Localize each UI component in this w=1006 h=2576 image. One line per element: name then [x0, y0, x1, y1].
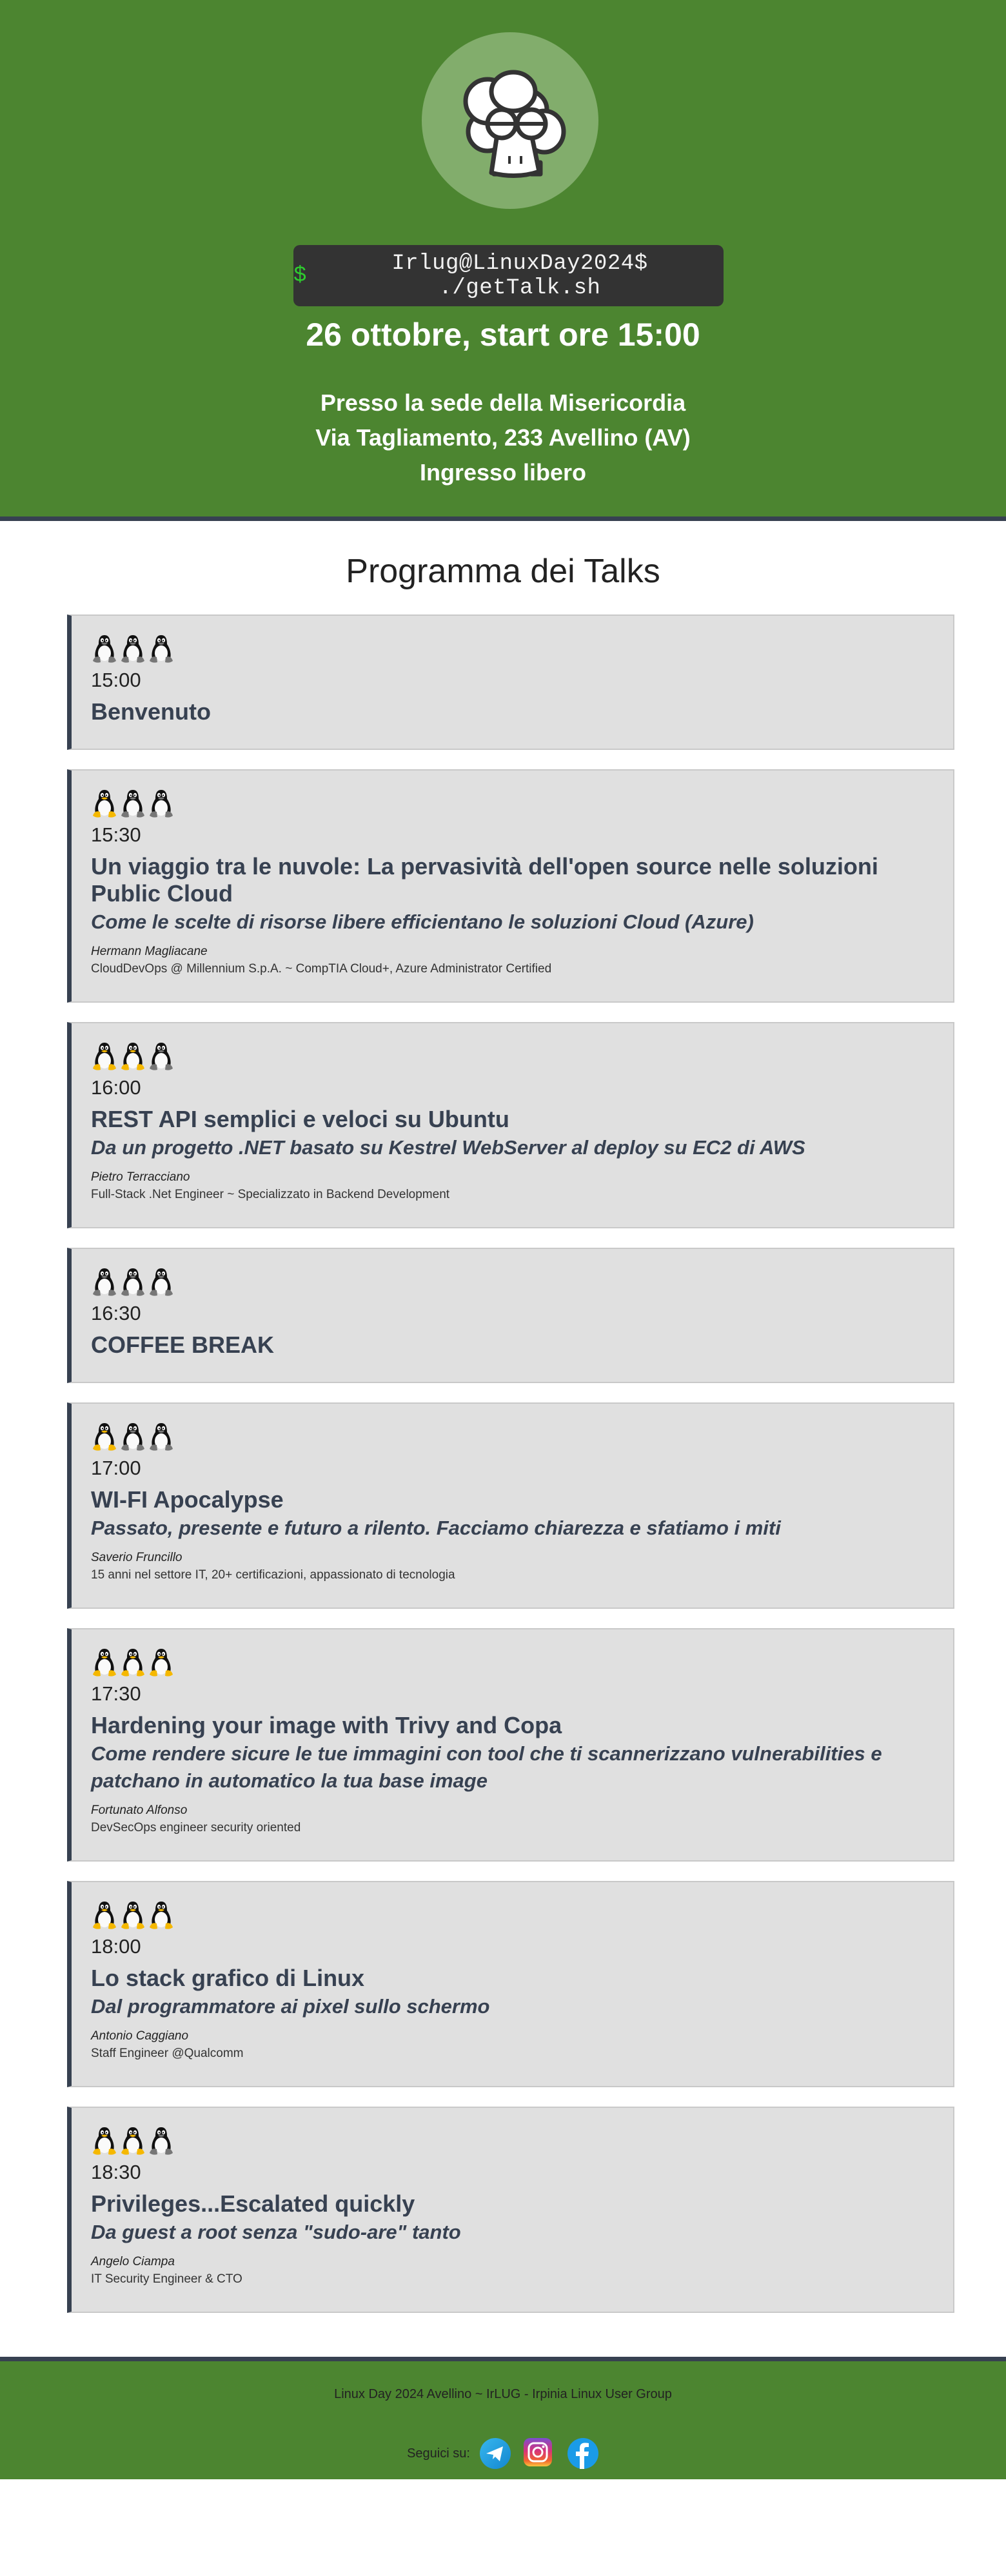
- talk-subtitle: Da un progetto .NET basato su Kestrel WebServer al deploy su EC2 di AWS: [91, 1136, 805, 1159]
- facebook-icon: [567, 2437, 599, 2470]
- tux-penguin-icon: [91, 1422, 118, 1451]
- talk-title: REST API semplici e veloci su Ubuntu: [91, 1106, 509, 1132]
- talk-title: WI-FI Apocalypse: [91, 1486, 284, 1513]
- page-header: [0, 0, 1006, 521]
- talk-time: 17:30: [91, 1682, 141, 1705]
- speaker-role: Full-Stack .Net Engineer ~ Specializzato in Backend Development: [91, 1188, 450, 1201]
- tux-penguin-icon: [119, 1647, 146, 1677]
- follow-label: Seguici su:: [407, 2446, 470, 2461]
- terminal-prompt: $: [293, 263, 307, 288]
- telegram-icon: [479, 2437, 511, 2470]
- section-title: Programma dei Talks: [346, 553, 660, 590]
- talk-time: 16:30: [91, 1302, 141, 1324]
- tux-penguin-icon: [119, 789, 146, 818]
- tux-penguin-icon: [91, 2126, 118, 2156]
- talk-card: [67, 769, 954, 1003]
- tux-penguin-icon: [119, 2126, 146, 2156]
- talk-time: 15:30: [91, 823, 141, 846]
- difficulty-rating: [91, 789, 931, 818]
- difficulty-rating: [91, 634, 931, 664]
- tux-penguin-icon: [148, 634, 175, 664]
- instagram-icon: [523, 2437, 553, 2467]
- tux-penguin-icon: [148, 1041, 175, 1071]
- talk-title: Un viaggio tra le nuvole: La pervasività dell'open source nelle soluzioni Public Cloud: [91, 853, 878, 907]
- tux-penguin-icon: [119, 1900, 146, 1930]
- speaker-role: 15 anni nel settore IT, 20+ certificazioni, appassionato di tecnologia: [91, 1568, 455, 1582]
- talk-card: [67, 1628, 954, 1862]
- instagram-link[interactable]: [523, 2437, 555, 2470]
- page-footer: [0, 2357, 1006, 2479]
- talk-card: [67, 1881, 954, 2087]
- tux-penguin-icon: [119, 1041, 146, 1071]
- talk-card: [67, 2107, 954, 2313]
- sheep-logo-icon: [449, 59, 571, 182]
- tux-penguin-icon: [91, 1041, 118, 1071]
- tux-penguin-icon: [148, 2126, 175, 2156]
- talk-time: 18:30: [91, 2161, 141, 2183]
- talk-card: [67, 1402, 954, 1609]
- tux-penguin-icon: [119, 1422, 146, 1451]
- event-address: [0, 386, 1006, 490]
- speaker-role: Staff Engineer @Qualcomm: [91, 2047, 244, 2060]
- talk-title: Benvenuto: [91, 698, 212, 725]
- address-line-venue: Presso la sede della Misericordia: [320, 389, 686, 416]
- tux-penguin-icon: [119, 634, 146, 664]
- difficulty-rating: [91, 2126, 931, 2156]
- tux-penguin-icon: [91, 1900, 118, 1930]
- speaker-role: DevSecOps engineer security oriented: [91, 1821, 301, 1834]
- tux-penguin-icon: [148, 1422, 175, 1451]
- talk-time: 15:00: [91, 669, 141, 691]
- difficulty-rating: [91, 1041, 931, 1071]
- event-date: 26 ottobre, start ore 15:00: [306, 317, 700, 353]
- tux-penguin-icon: [91, 1267, 118, 1297]
- talk-time: 18:00: [91, 1935, 141, 1958]
- address-line-street: Via Tagliamento, 233 Avellino (AV): [315, 424, 691, 451]
- difficulty-rating: [91, 1422, 931, 1451]
- talk-title: Lo stack grafico di Linux: [91, 1965, 365, 1991]
- talk-time: 16:00: [91, 1076, 141, 1099]
- tux-penguin-icon: [148, 789, 175, 818]
- speaker-name: Saverio Fruncillo: [91, 1551, 182, 1564]
- terminal-command: [293, 245, 724, 306]
- program-section: [0, 521, 1006, 2313]
- address-line-entry: Ingresso libero: [419, 459, 587, 486]
- tux-penguin-icon: [119, 1267, 146, 1297]
- talk-subtitle: Passato, presente e futuro a rilento. Facciamo chiarezza e sfatiamo i miti: [91, 1517, 781, 1539]
- social-links: [0, 2437, 1006, 2470]
- speaker-name: Hermann Magliacane: [91, 945, 208, 958]
- tux-penguin-icon: [91, 789, 118, 818]
- talk-list: [0, 615, 1006, 2313]
- talk-card: [67, 615, 954, 750]
- talk-subtitle: Da guest a root senza "sudo-are" tanto: [91, 2221, 461, 2243]
- talk-subtitle: Come rendere sicure le tue immagini con tool che ti scannerizzano vulnerabilities e patchano in automatico la tua base image: [91, 1742, 882, 1792]
- talk-title: Hardening your image with Trivy and Copa: [91, 1712, 562, 1738]
- talk-time: 17:00: [91, 1457, 141, 1479]
- difficulty-rating: [91, 1900, 931, 1930]
- talk-title: COFFEE BREAK: [91, 1332, 275, 1358]
- talk-subtitle: Come le scelte di risorse libere efficientano le soluzioni Cloud (Azure): [91, 910, 754, 933]
- speaker-role: IT Security Engineer & CTO: [91, 2272, 242, 2286]
- talk-title: Privileges...Escalated quickly: [91, 2190, 415, 2217]
- facebook-link[interactable]: [567, 2437, 599, 2470]
- speaker-name: Antonio Caggiano: [91, 2029, 189, 2043]
- logo: [422, 32, 598, 209]
- tux-penguin-icon: [148, 1267, 175, 1297]
- difficulty-rating: [91, 1647, 931, 1677]
- tux-penguin-icon: [148, 1647, 175, 1677]
- talk-subtitle: Dal programmatore ai pixel sullo schermo: [91, 1995, 490, 2018]
- speaker-name: Angelo Ciampa: [91, 2255, 175, 2268]
- talk-card: [67, 1022, 954, 1228]
- tux-penguin-icon: [91, 634, 118, 664]
- talk-card: [67, 1248, 954, 1383]
- footer-text: Linux Day 2024 Avellino ~ IrLUG - Irpinia Linux User Group: [334, 2387, 672, 2401]
- speaker-role: CloudDevOps @ Millennium S.p.A. ~ CompTIA Cloud+, Azure Administrator Certified: [91, 962, 552, 976]
- tux-penguin-icon: [91, 1647, 118, 1677]
- speaker-name: Fortunato Alfonso: [91, 1804, 188, 1817]
- difficulty-rating: [91, 1267, 931, 1297]
- terminal-command-text: Irlug@LinuxDay2024$ ./getTalk.sh: [391, 251, 648, 300]
- speaker-name: Pietro Terracciano: [91, 1170, 190, 1184]
- telegram-link[interactable]: [479, 2437, 511, 2470]
- tux-penguin-icon: [148, 1900, 175, 1930]
